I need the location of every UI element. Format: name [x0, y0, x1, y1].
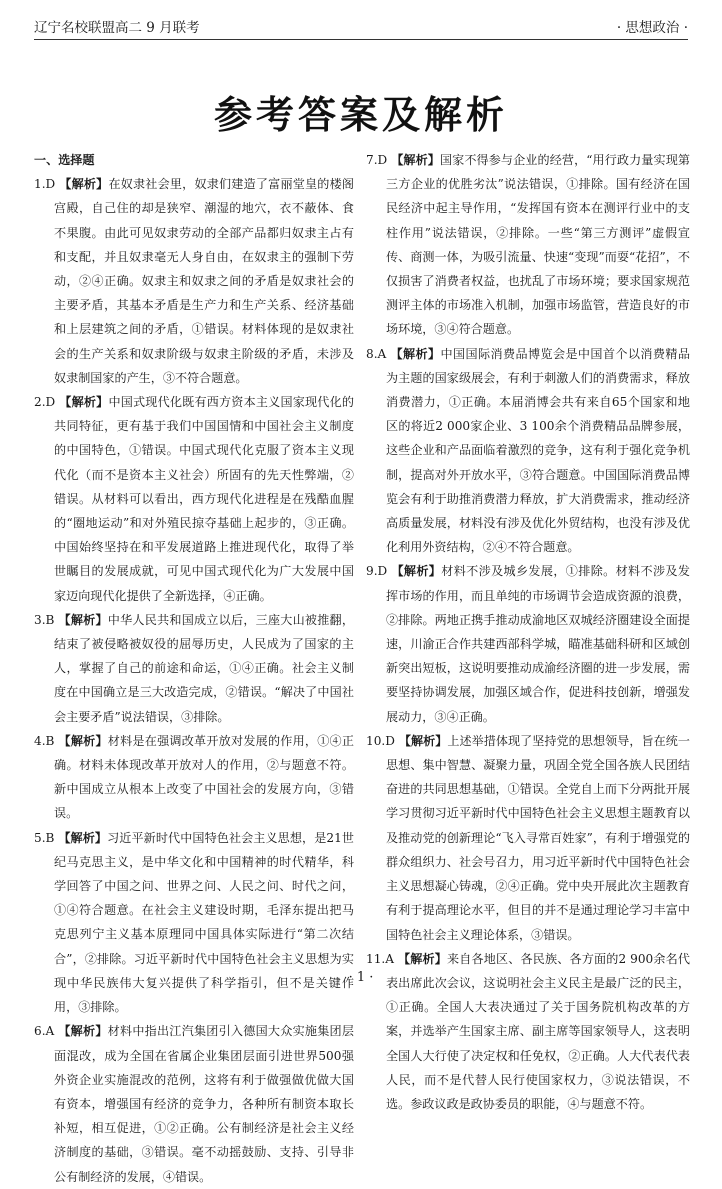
- left-column: [34, 148, 354, 1189]
- section-title: 一、选择题: [34, 153, 95, 167]
- page-title: 参考答案及解析: [213, 93, 508, 137]
- question-item: 7.D 【解析】国家不得参与企业的经营，“用行政力量实现第三方企业的优胜劣汰”说法错误，①排除。国有经济在国民经济中起主导作用，“发挥国有资本在测评行业中的支柱作用”说法错误，②排除。一些“第三方测评”虚假宣传、商测一体，为吸引流量、快速“变现”而耍“花招”，不仅损害了消费者权益，也扰乱了市场环境；要求国家规范测评主体的市场准入机制，加强市场监管，营造良好的市场环境，③④符合题意。: [366, 153, 690, 337]
- question-item: 8.A 【解析】中国国际消费品博览会是中国首个以消费精品为主题的国家级展会，有利于刺激人们的消费需求，释放消费潜力，①正确。本届消博会共有来自65个国家和地区的将近2 000家企业、3 100余个消费精品品牌参展，这些企业和产品面临着激烈的竞争，这有利于强化竞争机制，提高对外开放水平，③符合题意。中国国际消费品博览会有利于助推消费潜力释放，扩大消费需求，推动经济高质量发展，材料没有涉及优化外贸结构，也没有涉及优化利用外资结构，②④不符合题意。: [366, 346, 690, 555]
- question-item: 2.D 【解析】中国式现代化既有西方资本主义国家现代化的共同特征，更有基于我们中国国情和中国社会主义制度的中国特色，①错误。中国式现代化克服了资本主义现代化（而不是资本主义社会）所固有的先天性弊端，②错误。从材料可以看出，西方现代化进程是在残酷血腥的“圈地运动”和对外殖民掠夺基础上起步的，③正确。中国始终坚持在和平发展道路上推进现代化，取得了举世瞩目的发展成就，可见中国式现代化为广大发展中国家迈向现代化提供了全新选择，④正确。: [34, 395, 354, 603]
- question-item: 11.A 【解析】来自各地区、各民族、各方面的2 900余名代表出席此次会议，这说明社会主义民主是最广泛的民主，①正确。全国人大表决通过了关于国务院机构改革的方案，并选举产生国家主席、副主席等国家领导人，这表明全国人大行使了决定权和任免权，②正确。人大代表代表人民，而不是代替人民行使国家权力，③说法错误，不选。参政议政是政协委员的职能，④与题意不符。: [366, 951, 690, 1111]
- question-item: 5.B 【解析】习近平新时代中国特色社会主义思想，是21世纪马克思主义，是中华文化和中国精神的时代精华，科学回答了中国之问、世界之问、人民之问、时代之问，①④符合题意。在社会主义建设时期，毛泽东提出把马克思列宁主义基本原理同中国具体实际进行“第二次结合”，②排除。习近平新时代中国特色社会主义思想为实现中华民族伟大复兴提供了科学指引，但不是关键作用，③排除。: [34, 830, 354, 1015]
- question-item: 4.B 【解析】材料是在强调改革开放对发展的作用，①④正确。材料未体现改革开放对人的作用，②与题意不符。新中国成立从根本上改变了中国社会的发展方向，③错误。: [34, 733, 354, 821]
- question-item: 3.B 【解析】中华人民共和国成立以后，三座大山被推翻，结束了被侵略被奴役的屈辱历史，人民成为了国家的主人，掌握了自己的前途和命运，①④正确。社会主义制度在中国确立是三大改造完成，②错误。“解决了中国社会主要矛盾”说法错误，③排除。: [34, 612, 354, 724]
- question-item: 10.D 【解析】上述举措体现了坚持党的思想领导，旨在统一思想、集中智慧、凝聚力量，巩固全党全国各族人民团结奋进的共同思想基础，①错误。全党自上而下分两批开展学习贯彻习近平新时代中国特色社会主义思想主题教育以及推动党的创新理论“飞入寻常百姓家”，有利于增强党的群众组织力、社会号召力，用习近平新时代中国特色社会主义思想凝心铸魂，②④正确。党中央开展此次主题教育有利于提高理论水平，但目的并不是通过理论学习丰富中国特色社会主义理论体系，③错误。: [366, 733, 690, 942]
- question-item: 6.A 【解析】材料中指出江汽集团引入德国大众实施集团层面混改，成为全国在省属企业集团层面引进世界500强外资企业实施混改的范例，这将有利于做强做优做大国有资本，增强国有经济的竞争力，各种所有制资本取长补短，相互促进，①②正确。公有制经济是社会主义经济制度的基础，③错误。毫不动摇鼓励、支持、引导非公有制经济的发展，④错误。: [34, 1024, 354, 1184]
- header-exam-name: 辽宁名校联盟高二 9 月联考: [34, 20, 200, 36]
- page-number: · 1 ·: [348, 970, 374, 985]
- header-subject: · 思想政治 ·: [616, 20, 688, 36]
- page-header: [34, 14, 688, 40]
- question-item: 1.D 【解析】在奴隶社会里，奴隶们建造了富丽堂皇的楼阁宫殿，自己住的却是狭窄、潮湿的地穴，衣不蔽体、食不果腹。由此可见奴隶劳动的全部产品都归奴隶主占有和支配，并且奴隶毫无人身自由，在奴隶主的强制下劳动，②④正确。奴隶主和奴隶之间的矛盾是奴隶社会的主要矛盾，其基本矛盾是生产力和生产关系、经济基础和上层建筑之间的矛盾，①错误。材料体现的是奴隶社会的生产关系和奴隶阶级与奴隶主阶级的矛盾，未涉及奴隶制国家的产生，③不符合题意。: [34, 177, 354, 385]
- question-item: 9.D 【解析】材料不涉及城乡发展，①排除。材料不涉及发挥市场的作用，而且单纯的市场调节会造成资源的浪费，②排除。两地正携手推动成渝地区双城经济圈建设全面提速，川渝正合作共建西部科学城，瞄准基础科研和区域创新突出短板，这说明要推动成渝经济圈的进一步发展，需要坚持协调发展，加强区域合作，促进科技创新，增强发展动力，③④正确。: [366, 564, 690, 724]
